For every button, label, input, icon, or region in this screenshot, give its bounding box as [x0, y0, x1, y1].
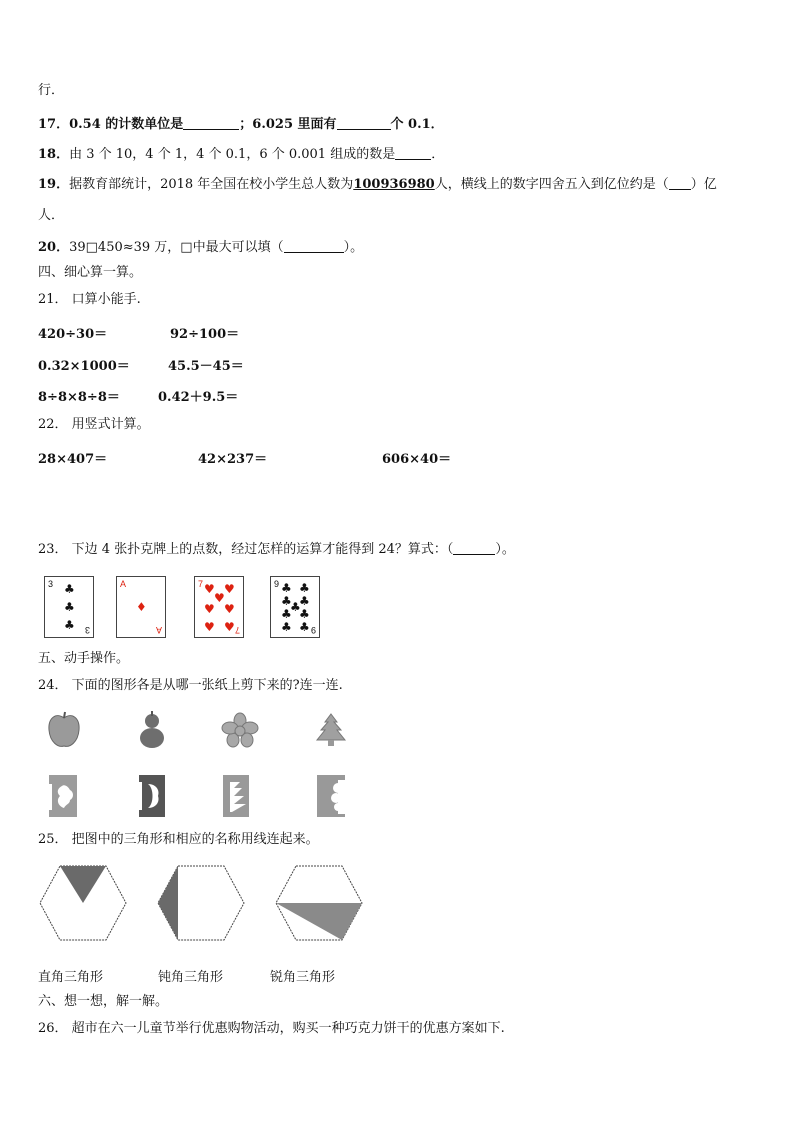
card-rank: 3	[48, 579, 54, 589]
question-26-title: 26． 超市在六一儿童节举行优惠购物活动，购买一种巧克力饼干的优惠方案如下.	[38, 1021, 505, 1036]
tree-cutout-icon	[314, 712, 348, 748]
card-rank: 7	[234, 625, 240, 635]
paper-sheet-4-icon	[316, 774, 346, 818]
q20-text: 39□450≈39 万，□中最大可以填（	[69, 240, 284, 255]
label-obtuse-triangle: 钝角三角形	[158, 970, 224, 985]
flower-cutout-icon	[220, 712, 260, 748]
apple-cutout-icon	[46, 710, 82, 750]
label-right-triangle: 直角三角形	[38, 970, 104, 985]
paper-sheet-2-icon	[138, 774, 166, 818]
playing-card-7-hearts	[194, 576, 244, 638]
q17-text-a: 0.54 的计数单位是	[69, 117, 184, 132]
hexagon-acute-triangle-figure	[274, 864, 364, 942]
q23-blank[interactable]	[453, 542, 495, 555]
q21-expr: 420÷30＝	[38, 327, 108, 342]
playing-card-9-clubs	[270, 576, 320, 638]
q22-item: 606×40＝	[382, 452, 452, 467]
q17-number: 17．	[38, 117, 70, 132]
club-icon: ♣	[281, 620, 292, 634]
question-24-title: 24． 下面的图形各是从哪一张纸上剪下来的?连一连.	[38, 678, 343, 693]
club-icon: ♣	[64, 582, 75, 596]
paper-sheet-3-icon	[222, 774, 250, 818]
q19-text-a: 据教育部统计，2018 年全国在校小学生总人数为	[69, 177, 354, 192]
hexagon-obtuse-triangle-figure	[156, 864, 246, 942]
heart-icon: ♥	[224, 620, 235, 634]
section-6-heading: 六、想一想，解一解。	[38, 994, 169, 1009]
section-5-heading: 五、动手操作。	[38, 651, 130, 666]
paper-sheet-1-icon	[48, 774, 78, 818]
heart-icon: ♥	[204, 582, 215, 596]
card-rank: A	[155, 625, 162, 635]
q21-expr: 45.5－45＝	[168, 359, 244, 374]
hexagon-right-triangle-figure	[38, 864, 128, 942]
q19-underlined-number: 100936980	[353, 177, 435, 192]
q17-text-b: ；6.025 里面有	[239, 117, 337, 132]
q21-expr: 92÷100＝	[170, 327, 240, 342]
q19-continuation: 人．	[38, 208, 65, 223]
q20-blank[interactable]	[284, 240, 344, 253]
question-19	[38, 177, 717, 193]
q18-text: 由 3 个 10，4 个 1，4 个 0.1，6 个 0.001 组成的数是	[69, 147, 396, 162]
card-rank: 9	[274, 579, 280, 589]
q21-expr: 8÷8×8÷8＝	[38, 390, 120, 405]
club-icon: ♣	[64, 600, 75, 614]
q22-item: 42×237＝	[198, 452, 268, 467]
q17-blank-1[interactable]	[183, 117, 239, 130]
q19-blank[interactable]	[669, 177, 691, 190]
club-icon: ♣	[299, 594, 310, 608]
label-acute-triangle: 锐角三角形	[270, 970, 336, 985]
q17-text-c: 个 0.1．	[390, 117, 444, 132]
question-18	[38, 147, 444, 163]
q20-end: ）。	[343, 240, 364, 255]
question-25-title: 25． 把图中的三角形和相应的名称用线连起来。	[38, 832, 319, 847]
q21-expr: 0.32×1000＝	[38, 359, 130, 374]
club-icon: ♣	[299, 620, 310, 634]
club-icon: ♣	[281, 607, 292, 621]
section-4-heading: 四、细心算一算。	[38, 265, 143, 280]
q18-blank[interactable]	[395, 147, 431, 160]
club-icon: ♣	[281, 594, 292, 608]
question-23	[38, 542, 515, 558]
q19-number: 19．	[38, 177, 70, 192]
question-22-title: 22． 用竖式计算。	[38, 417, 150, 432]
q22-item: 28×407＝	[38, 452, 108, 467]
question-17	[38, 117, 444, 133]
card-rank: 3	[84, 625, 90, 635]
q17-blank-2[interactable]	[337, 117, 391, 130]
heart-icon: ♥	[214, 591, 225, 605]
heart-icon: ♥	[224, 582, 235, 596]
card-rank: 7	[198, 579, 204, 589]
diamond-icon: ♦	[136, 600, 147, 614]
q19-text-b: 人，横线上的数字四舍五入到亿位约是（	[434, 177, 669, 192]
q21-expr: 0.42＋9.5＝	[158, 390, 239, 405]
q23-title: 23． 下边 4 张扑克牌上的点数，经过怎样的运算才能得到 24？算式：（	[38, 542, 454, 557]
q19-text-c: ）亿	[690, 177, 717, 192]
club-icon: ♣	[299, 607, 310, 621]
club-icon: ♣	[64, 618, 75, 632]
q18-number: 18．	[38, 147, 70, 162]
q18-end: ．	[431, 147, 445, 162]
q20-number: 20．	[38, 240, 70, 255]
club-icon: ♣	[299, 581, 310, 595]
question-20	[38, 240, 363, 256]
club-icon: ♣	[281, 581, 292, 595]
previous-question-fragment: 行．	[38, 83, 65, 98]
heart-icon: ♥	[224, 602, 235, 616]
heart-icon: ♥	[204, 620, 215, 634]
club-icon: ♣	[290, 600, 301, 614]
heart-icon: ♥	[204, 602, 215, 616]
question-21-title: 21． 口算小能手.	[38, 292, 141, 307]
card-rank: A	[120, 579, 127, 589]
q23-end: ）。	[495, 542, 515, 557]
gourd-cutout-icon	[136, 710, 168, 750]
card-rank: 9	[310, 625, 316, 635]
playing-card-ace-diamonds	[116, 576, 166, 638]
playing-card-3-clubs	[44, 576, 94, 638]
